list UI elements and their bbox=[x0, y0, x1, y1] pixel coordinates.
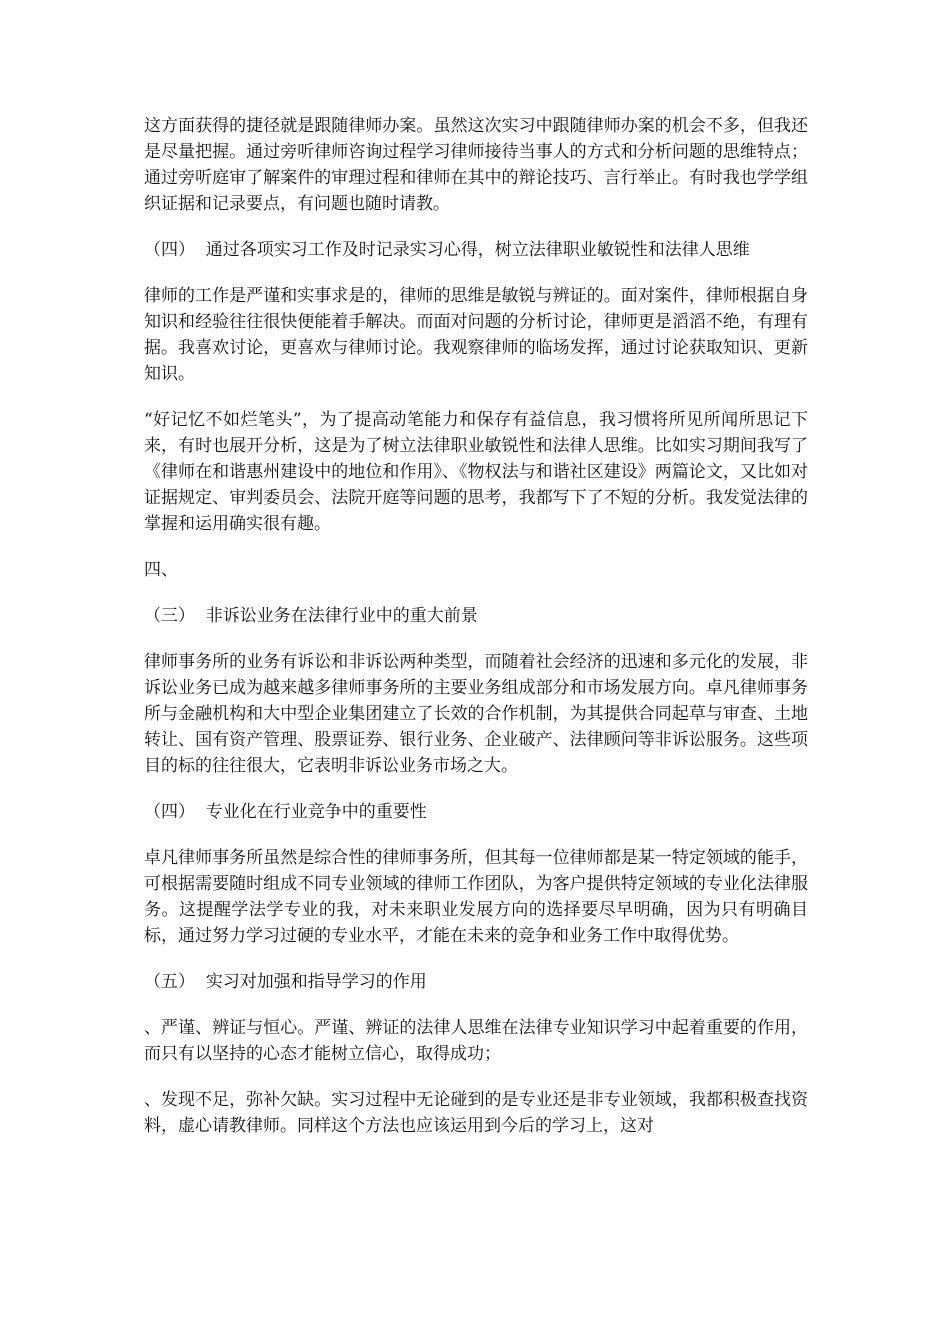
section-heading-5-study: （五） 实习对加强和指导学习的作用 bbox=[144, 972, 427, 992]
paragraph-case-shadowing: 这方面获得的捷径就是跟随律师办案。虽然这次实习中跟随律师办案的机会不多，但我还是尽量把握。通过旁听律师咨询过程学习律师接待当事人的方式和分析问题的思维特点；通过旁听庭审了解案件的审理过程和律师在其中的辩论技巧、言行举止。有时我也学学组织证据和记录要点，有问题也随时请教。 bbox=[144, 116, 808, 214]
section-heading-3-non-litigation: （三） 非诉讼业务在法律行业中的重大前景 bbox=[144, 606, 478, 626]
paragraph-find-shortcomings: 、发现不足，弥补欠缺。实习过程中无论碰到的是专业还是非专业领域，我都积极查找资料，虚心请教律师。同样这个方法也应该运用到今后的学习上，这对 bbox=[144, 1090, 808, 1136]
section-heading-4-notes: （四） 通过各项实习工作及时记录实习心得，树立法律职业敏锐性和法律人思维 bbox=[144, 240, 750, 260]
section-heading-4-specialization: （四） 专业化在行业竞争中的重要性 bbox=[144, 802, 427, 822]
paragraph-rigor-perseverance: 、严谨、辨证与恒心。严谨、辨证的法律人思维在法律专业知识学习中起着重要的作用，而只有以坚持的心态才能树立信心，取得成功； bbox=[144, 1018, 808, 1064]
section-number-four: 四、 bbox=[144, 560, 178, 580]
paragraph-lawyer-thinking: 律师的工作是严谨和实事求是的，律师的思维是敏锐与辨证的。面对案件，律师根据自身知识和经验往往很快便能着手解决。而面对问题的分析讨论，律师更是滔滔不绝，有理有据。我喜欢讨论，更喜欢与律师讨论。我观察律师的临场发挥，通过讨论获取知识、更新知识。 bbox=[144, 286, 808, 384]
document-page bbox=[144, 113, 808, 1139]
paragraph-non-litigation: 律师事务所的业务有诉讼和非诉讼两种类型，而随着社会经济的迅速和多元化的发展，非诉讼业务已成为越来越多律师事务所的主要业务组成部分和市场发展方向。卓凡律师事务所与金融机构和大中型企业集团建立了长效的合作机制，为其提供合同起草与审查、土地转让、国有资产管理、股票证券、银行业务、企业破产、法律顾问等非诉讼服务。这些项目的标的往往很大，它表明非诉讼业务市场之大。 bbox=[144, 652, 808, 776]
paragraph-specialization: 卓凡律师事务所虽然是综合性的律师事务所，但其每一位律师都是某一特定领域的能手，可根据需要随时组成不同专业领域的律师工作团队，为客户提供特定领域的专业化法律服务。这提醒学法学专业的我，对未来职业发展方向的选择要尽早明确，因为只有明确目标，通过努力学习过硬的专业水平，才能在未来的竞争和业务工作中取得优势。 bbox=[144, 848, 808, 946]
paragraph-note-taking: “好记忆不如烂笔头”，为了提高动笔能力和保存有益信息，我习惯将所见所闻所思记下来，有时也展开分析，这是为了树立法律职业敏锐性和法律人思维。比如实习期间我写了《律师在和谐惠州建设中的地位和作用》、《物权法与和谐社区建设》两篇论文，又比如对证据规定、审判委员会、法院开庭等问题的思考，我都写下了不短的分析。我发觉法律的掌握和运用确实很有趣。 bbox=[144, 410, 808, 534]
